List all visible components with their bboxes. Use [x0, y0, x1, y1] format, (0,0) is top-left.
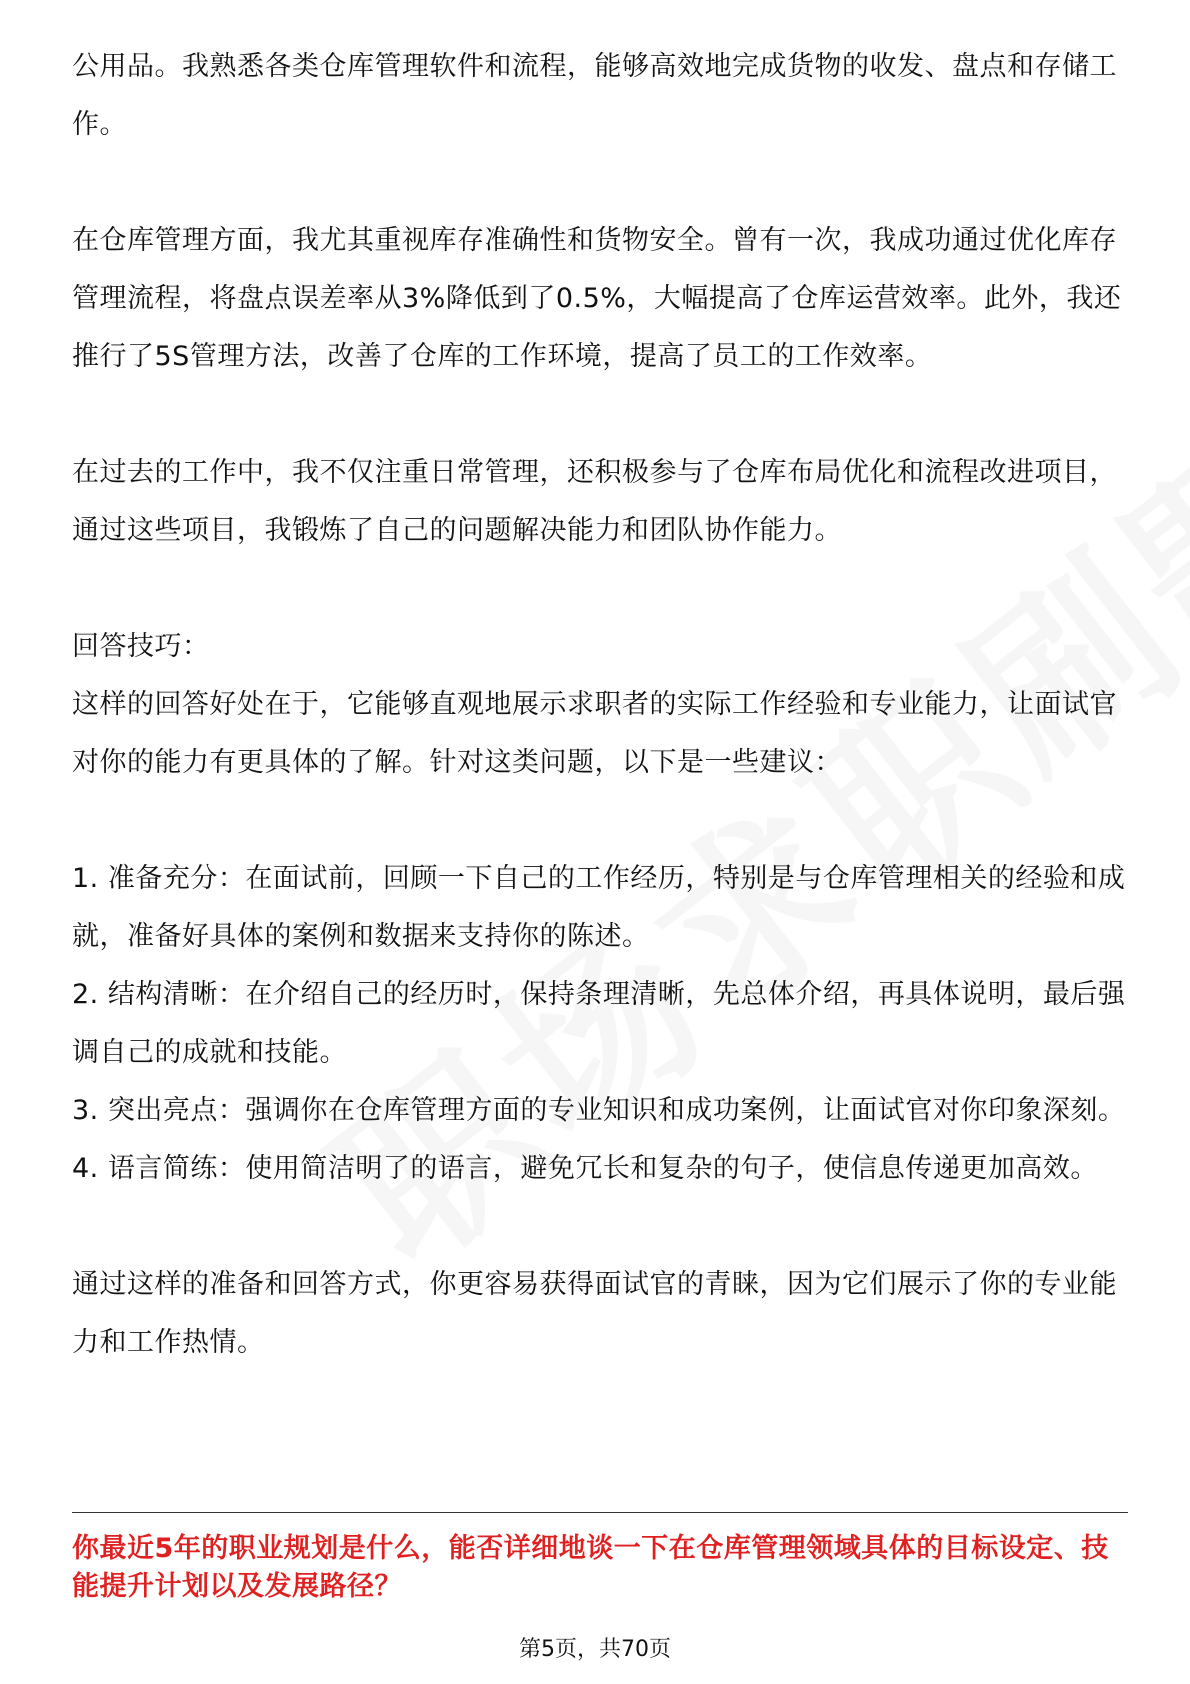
- page-number-footer: 第5页，共70页: [519, 1637, 671, 1662]
- paragraph-3: 在过去的工作中，我不仅注重日常管理，还积极参与了仓库布局优化和流程改进项目，通过这些项目，我锻炼了自己的问题解决能力和团队协作能力。: [72, 457, 1117, 546]
- next-question-heading: 你最近5年的职业规划是什么，能否详细地谈一下在仓库管理领域具体的目标设定、技能提升计划以及发展路径？: [72, 1533, 1109, 1602]
- tips-item-2: 2. 结构清晰：在介绍自己的经历时，保持条理清晰，先总体介绍，再具体说明，最后强调自己的成就和技能。: [72, 979, 1126, 1068]
- tips-heading: 回答技巧：: [72, 631, 210, 662]
- paragraph-1: 公用品。我熟悉各类仓库管理软件和流程，能够高效地完成货物的收发、盘点和存储工作。: [72, 51, 1117, 140]
- tips-item-4: 4. 语言简练：使用简洁明了的语言，避免冗长和复杂的句子，使信息传递更加高效。: [72, 1153, 1098, 1184]
- paragraph-2: 在仓库管理方面，我尤其重视库存准确性和货物安全。曾有一次，我成功通过优化库存管理流程，将盘点误差率从3%降低到了0.5%，大幅提高了仓库运营效率。此外，我还推行了5S管理方法，改善了仓库的工作环境，提高了员工的工作效率。: [72, 225, 1122, 372]
- tips-intro: 这样的回答好处在于，它能够直观地展示求职者的实际工作经验和专业能力，让面试官对你的能力有更具体的了解。针对这类问题，以下是一些建议：: [72, 689, 1117, 778]
- tips-item-1: 1. 准备充分：在面试前，回顾一下自己的工作经历，特别是与仓库管理相关的经验和成就，准备好具体的案例和数据来支持你的陈述。: [72, 863, 1126, 952]
- tips-item-3: 3. 突出亮点：强调你在仓库管理方面的专业知识和成功案例，让面试官对你印象深刻。: [72, 1095, 1126, 1126]
- section-divider: [72, 1512, 1128, 1513]
- tips-conclusion: 通过这样的准备和回答方式，你更容易获得面试官的青睐，因为它们展示了你的专业能力和工作热情。: [72, 1269, 1117, 1358]
- document-body: [72, 38, 1128, 1372]
